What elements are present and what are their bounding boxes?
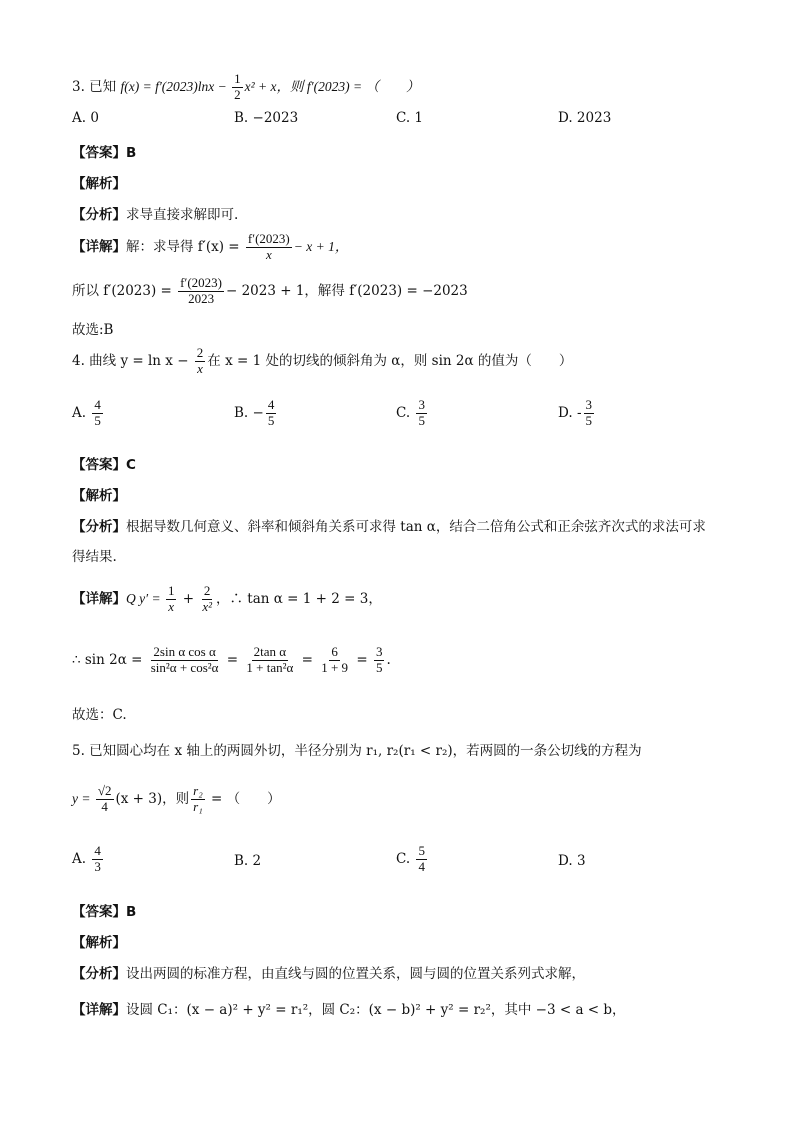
- frac-den: 4: [101, 798, 108, 814]
- option-fraction: [416, 844, 427, 875]
- option-fraction: [266, 398, 277, 429]
- option-sign: -: [576, 404, 582, 421]
- frac-num: r₂: [193, 783, 203, 798]
- frac-den: 2023: [188, 290, 215, 306]
- option-letter: C.: [396, 850, 411, 867]
- frac-num: 6: [331, 644, 338, 659]
- option-fraction: [584, 398, 595, 429]
- frac-den: x²: [202, 598, 213, 614]
- fenxi-line1: 根据导数几何意义、斜率和倾斜角关系可求得 tan α，结合二倍角公式和正余弦齐次式的求法可求: [126, 519, 706, 535]
- q5-option-a: [72, 844, 105, 875]
- frac-num: 2sin α cos α: [153, 644, 216, 659]
- option-letter: A.: [72, 850, 87, 867]
- option-letter: A.: [72, 404, 87, 421]
- detail-tail: ，∴ tan α = 1 + 2 = 3，: [216, 590, 382, 607]
- fenxi-text: 求导直接求解即可.: [126, 207, 239, 223]
- period: .: [386, 651, 391, 668]
- fenxi-label: 【分析】: [72, 519, 126, 535]
- frac-den: x: [265, 246, 272, 262]
- q3-stem-formula: f(x) = f′(2023)lnx −: [120, 78, 231, 94]
- frac-num: 1: [167, 583, 175, 598]
- q5-stem-line2: [72, 784, 281, 815]
- frac-num: 3: [585, 397, 592, 412]
- stem2-fraction: [96, 784, 114, 815]
- q4-fenxi-line2: 得结果.: [72, 549, 117, 565]
- q3-stem-tail: x² + x，则 f′(2023) = （ ）: [244, 78, 420, 94]
- q4-jiexi-heading: 【解析】: [72, 488, 126, 504]
- frac-num: f′(2023): [180, 275, 222, 290]
- q5-answer: 【答案】B: [72, 904, 137, 920]
- calc-prefix: ∴ sin 2α =: [72, 651, 147, 668]
- frac-den: r₁: [193, 798, 203, 814]
- detail-tail: − x + 1，: [293, 238, 349, 254]
- frac-num: 4: [94, 397, 101, 412]
- frac-den: 1 + tan²α: [246, 659, 294, 675]
- option-value: 3: [576, 853, 586, 869]
- q5-option-d: [558, 853, 586, 869]
- frac-num: 2tan α: [253, 644, 287, 659]
- q3-option-b: B. −2023: [234, 110, 299, 126]
- q4-option-a: [72, 398, 105, 429]
- q5-stem-line1: 5. 已知圆心均在 x 轴上的两圆外切，半径分别为 r₁, r₂(r₁ < r₂)，若两圆的一条公切线的方程为: [72, 743, 642, 759]
- frac-den: 5: [94, 412, 101, 428]
- stem2-mid: (x + 3)，则: [115, 790, 190, 807]
- calc-fraction-4: [374, 645, 385, 676]
- option-letter: C.: [396, 404, 411, 421]
- fenxi-label: 【分析】: [72, 966, 126, 982]
- equals-sign: =: [352, 651, 372, 668]
- stem2-tail: = （ ）: [206, 790, 281, 807]
- detail-label: 【详解】: [72, 1002, 126, 1018]
- q4-stem-prefix: 4. 曲线 y = ln x −: [72, 352, 193, 369]
- equals-sign: =: [297, 651, 318, 668]
- fenxi-label: 【分析】: [72, 207, 126, 223]
- frac-den: 5: [585, 412, 592, 428]
- frac-num: 3: [418, 397, 425, 412]
- detail-label: 【详解】: [72, 238, 126, 255]
- q5-jiexi-heading: 【解析】: [72, 935, 126, 951]
- plus-sign: +: [178, 590, 199, 607]
- detail-fraction-2: [200, 584, 214, 615]
- q5-option-c: [396, 844, 429, 875]
- frac-num: 2: [203, 583, 211, 598]
- stem2-ratio: [191, 784, 205, 815]
- detail-text: 设圆 C₁：(x − a)² + y² = r₁²，圆 C₂：(x − b)² + y² = r₂²，其中 −3 < a < b，: [126, 1002, 626, 1018]
- q4-fenxi: [72, 515, 706, 535]
- q3-so-fraction: [178, 276, 224, 307]
- q3-detail: [72, 232, 348, 263]
- frac-num: f′(2023): [247, 231, 290, 246]
- frac-num: 1: [234, 71, 241, 86]
- q3-stem: [72, 72, 419, 103]
- option-letter: D.: [558, 853, 573, 869]
- frac-num: 2: [196, 345, 204, 360]
- option-letter: B.: [234, 404, 249, 421]
- q5-fenxi: [72, 962, 585, 982]
- frac-den: 3: [94, 858, 101, 874]
- so-tail: − 2023 + 1，解得 f′(2023) = −2023: [225, 282, 468, 299]
- q3-so-line: [72, 276, 468, 307]
- q3-stem-prefix: 3. 已知: [72, 78, 117, 95]
- frac-den: x: [197, 360, 203, 376]
- q3-option-a: A. 0: [72, 110, 99, 126]
- option-fraction: [92, 844, 103, 875]
- detail-prefix: Q y′ =: [126, 590, 164, 606]
- q3-detail-fraction: [246, 232, 292, 263]
- option-sign: −: [252, 404, 264, 421]
- frac-den: 5: [267, 412, 275, 428]
- q3-fenxi: [72, 203, 238, 223]
- option-fraction: [416, 398, 427, 429]
- frac-den: x: [168, 598, 175, 614]
- q4-calc: [72, 645, 391, 676]
- detail-label: 【详解】: [72, 590, 126, 607]
- calc-fraction-2: [244, 645, 295, 676]
- frac-num: 4: [267, 397, 275, 412]
- q4-stem-fraction: [195, 346, 206, 377]
- q3-jiexi-heading: 【解析】: [72, 176, 126, 192]
- q3-option-d: D. 2023: [558, 110, 612, 126]
- q4-option-d: [558, 398, 596, 429]
- frac-num: 3: [375, 644, 383, 659]
- option-letter: B.: [234, 853, 249, 869]
- option-fraction: [92, 398, 103, 429]
- so-prefix: 所以 f′(2023) =: [72, 282, 177, 299]
- q3-stem-fraction: [232, 72, 243, 103]
- fenxi-text: 设出两圆的标准方程，由直线与圆的位置关系，圆与圆的位置关系列式求解，: [126, 966, 585, 982]
- q4-option-b: [234, 398, 278, 429]
- option-letter: D.: [558, 404, 573, 421]
- calc-fraction-1: [149, 645, 221, 676]
- option-value: 2: [252, 853, 262, 869]
- q3-option-c: C. 1: [396, 110, 424, 126]
- detail-fraction-1: [166, 584, 177, 615]
- q5-option-b: [234, 853, 261, 869]
- frac-num: 5: [418, 843, 425, 858]
- frac-num: √2: [97, 783, 112, 798]
- equals-sign: =: [222, 651, 243, 668]
- q5-detail: [72, 998, 626, 1018]
- q4-detail: [72, 584, 382, 615]
- frac-den: 4: [418, 858, 425, 874]
- q3-answer: 【答案】B: [72, 145, 137, 161]
- frac-den: 2: [234, 86, 241, 102]
- frac-num: 4: [94, 843, 101, 858]
- q4-answer: 【答案】C: [72, 457, 136, 473]
- q3-choose: 故选:B: [72, 322, 114, 338]
- frac-den: 5: [418, 412, 425, 428]
- calc-fraction-3: [319, 645, 350, 676]
- detail-prefix: 解：求导得 f′(x) =: [126, 238, 244, 255]
- frac-den: 1 + 9: [321, 659, 349, 675]
- frac-den: sin²α + cos²α: [150, 659, 219, 675]
- q4-stem-tail: 在 x = 1 处的切线的倾斜角为 α，则 sin 2α 的值为（ ）: [207, 352, 573, 369]
- q4-stem: [72, 346, 572, 377]
- stem2-prefix: y =: [72, 790, 94, 806]
- frac-den: 5: [375, 659, 383, 675]
- q4-option-c: [396, 398, 429, 429]
- q4-choose: 故选：C.: [72, 707, 127, 723]
